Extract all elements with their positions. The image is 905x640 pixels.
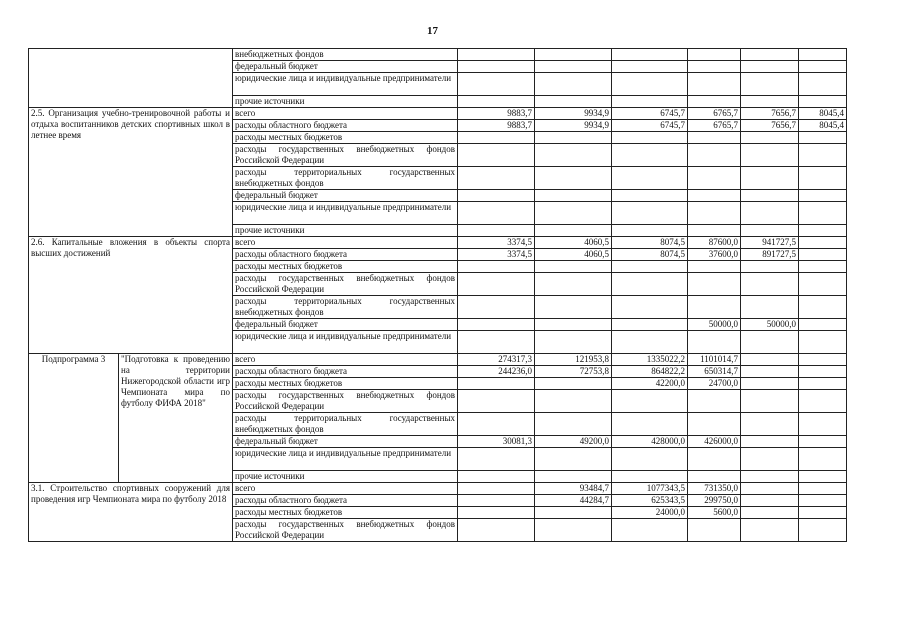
value-cell [458,471,535,483]
value-cell [799,202,847,225]
program-cell-continued [29,49,233,108]
value-cell [741,202,799,225]
value-cell [612,73,688,96]
value-cell [535,378,612,390]
value-cell [741,190,799,202]
funding-source-label: юридические лица и индивидуальные предприниматели [233,448,458,471]
value-cell [799,495,847,507]
value-cell [458,273,535,296]
value-cell: 3374,5 [458,249,535,261]
value-cell: 426000,0 [688,436,741,448]
value-cell [741,225,799,237]
funding-source-label: расходы областного бюджета [233,120,458,132]
value-cell [741,144,799,167]
value-cell: 274317,3 [458,354,535,366]
value-cell: 625343,5 [612,495,688,507]
value-cell: 650314,7 [688,366,741,378]
table-row [29,108,847,120]
value-cell [741,483,799,495]
value-cell [799,390,847,413]
value-cell [458,413,535,436]
value-cell: 8074,5 [612,237,688,249]
funding-source-label: расходы областного бюджета [233,495,458,507]
value-cell [458,167,535,190]
value-cell [799,354,847,366]
funding-source-label: всего [233,237,458,249]
value-cell: 37600,0 [688,249,741,261]
value-cell [741,132,799,144]
value-cell: 87600,0 [688,237,741,249]
value-cell [799,483,847,495]
value-cell [535,448,612,471]
value-cell: 731350,0 [688,483,741,495]
value-cell [688,296,741,319]
value-cell [688,202,741,225]
value-cell [741,448,799,471]
value-cell [688,61,741,73]
value-cell [741,331,799,354]
value-cell [741,96,799,108]
value-cell [458,507,535,519]
value-cell [799,273,847,296]
program-cell-3-1: 3.1. Строительство спортивных сооружений для проведения игр Чемпионата мира по футболу 2018 [29,483,233,542]
funding-source-label: расходы областного бюджета [233,249,458,261]
value-cell [688,132,741,144]
value-cell [799,132,847,144]
value-cell [688,225,741,237]
value-cell [612,144,688,167]
value-cell [799,436,847,448]
value-cell: 9883,7 [458,108,535,120]
value-cell [612,390,688,413]
value-cell: 24000,0 [612,507,688,519]
value-cell [688,190,741,202]
value-cell [612,273,688,296]
value-cell [799,448,847,471]
value-cell [612,49,688,61]
table-row [29,49,847,61]
value-cell: 6745,7 [612,108,688,120]
value-cell [612,96,688,108]
value-cell [458,144,535,167]
value-cell [535,190,612,202]
funding-source-label: расходы местных бюджетов [233,507,458,519]
value-cell [612,132,688,144]
value-cell [799,378,847,390]
funding-source-label: внебюджетных фондов [233,49,458,61]
value-cell: 50000,0 [741,319,799,331]
value-cell: 244236,0 [458,366,535,378]
value-cell [535,144,612,167]
value-cell: 50000,0 [688,319,741,331]
value-cell [535,519,612,542]
value-cell [612,167,688,190]
funding-source-label: всего [233,354,458,366]
value-cell [535,319,612,331]
value-cell: 5600,0 [688,507,741,519]
value-cell [741,296,799,319]
value-cell [458,190,535,202]
value-cell [535,471,612,483]
value-cell [535,202,612,225]
value-cell: 6745,7 [612,120,688,132]
value-cell: 8045,4 [799,108,847,120]
funding-source-label: расходы территориальных государственных внебюджетных фондов [233,413,458,436]
value-cell [741,390,799,413]
value-cell: 941727,5 [741,237,799,249]
value-cell [458,49,535,61]
value-cell: 9934,9 [535,120,612,132]
value-cell [688,49,741,61]
value-cell [688,448,741,471]
value-cell: 7656,7 [741,108,799,120]
value-cell [799,366,847,378]
value-cell [688,519,741,542]
value-cell [741,436,799,448]
value-cell [612,413,688,436]
value-cell: 1077343,5 [612,483,688,495]
value-cell: 864822,2 [612,366,688,378]
value-cell [741,519,799,542]
value-cell [741,273,799,296]
value-cell: 121953,8 [535,354,612,366]
value-cell [741,366,799,378]
value-cell [741,507,799,519]
value-cell [535,507,612,519]
value-cell [458,519,535,542]
value-cell [799,296,847,319]
funding-source-label: прочие источники [233,96,458,108]
value-cell: 6765,7 [688,108,741,120]
value-cell [458,261,535,273]
value-cell [535,61,612,73]
value-cell [741,261,799,273]
value-cell [612,202,688,225]
value-cell [799,225,847,237]
funding-source-label: федеральный бюджет [233,319,458,331]
value-cell [741,49,799,61]
budget-table [28,48,847,542]
value-cell [458,448,535,471]
subprogram-code: Подпрограмма 3 [29,354,119,483]
value-cell [535,413,612,436]
subprogram-name: "Подготовка к проведению на территории Нижегородской области игр Чемпионата мира по футболу ФИФА 2018" [119,354,233,483]
funding-source-label: всего [233,108,458,120]
funding-source-label: расходы местных бюджетов [233,261,458,273]
value-cell: 1335022,2 [612,354,688,366]
value-cell: 72753,8 [535,366,612,378]
value-cell [458,61,535,73]
value-cell [535,261,612,273]
value-cell [458,296,535,319]
value-cell [688,261,741,273]
value-cell [535,132,612,144]
funding-source-label: расходы областного бюджета [233,366,458,378]
funding-source-label: юридические лица и индивидуальные предприниматели [233,202,458,225]
funding-source-label: расходы государственных внебюджетных фондов Российской Федерации [233,273,458,296]
value-cell: 24700,0 [688,378,741,390]
value-cell: 4060,5 [535,237,612,249]
value-cell [688,413,741,436]
value-cell [741,495,799,507]
funding-source-label: федеральный бюджет [233,190,458,202]
funding-source-label: расходы государственных внебюджетных фондов Российской Федерации [233,144,458,167]
value-cell: 3374,5 [458,237,535,249]
value-cell [535,225,612,237]
value-cell [458,390,535,413]
value-cell: 6765,7 [688,120,741,132]
value-cell [688,144,741,167]
funding-source-label: расходы территориальных государственных внебюджетных фондов [233,167,458,190]
funding-source-label: федеральный бюджет [233,436,458,448]
funding-source-label: юридические лица и индивидуальные предприниматели [233,73,458,96]
value-cell [612,190,688,202]
value-cell [458,73,535,96]
value-cell [799,237,847,249]
value-cell: 9934,9 [535,108,612,120]
value-cell [799,507,847,519]
value-cell [741,61,799,73]
value-cell [535,296,612,319]
value-cell [741,354,799,366]
value-cell [741,378,799,390]
value-cell [535,73,612,96]
value-cell [612,261,688,273]
value-cell [458,495,535,507]
funding-source-label: расходы местных бюджетов [233,132,458,144]
value-cell [535,331,612,354]
value-cell [688,471,741,483]
value-cell [799,331,847,354]
value-cell [535,167,612,190]
value-cell [535,49,612,61]
value-cell: 42200,0 [612,378,688,390]
program-cell-2-6: 2.6. Капитальные вложения в объекты спорта высших достижений [29,237,233,354]
value-cell: 8074,5 [612,249,688,261]
value-cell [799,96,847,108]
value-cell [535,273,612,296]
value-cell [612,331,688,354]
value-cell: 9883,7 [458,120,535,132]
program-cell-2-5: 2.5. Организация учебно-тренировочной работы и отдыха воспитанников детских спортивных школ в летнее время [29,108,233,237]
value-cell [799,413,847,436]
value-cell: 299750,0 [688,495,741,507]
value-cell [458,331,535,354]
funding-source-label: расходы местных бюджетов [233,378,458,390]
value-cell [688,273,741,296]
value-cell [741,413,799,436]
value-cell [799,261,847,273]
value-cell [741,73,799,96]
value-cell [799,319,847,331]
value-cell [458,319,535,331]
value-cell [458,378,535,390]
value-cell [535,96,612,108]
value-cell [799,190,847,202]
value-cell [612,471,688,483]
table-row [29,483,847,495]
value-cell: 4060,5 [535,249,612,261]
funding-source-label: прочие источники [233,225,458,237]
value-cell: 891727,5 [741,249,799,261]
funding-source-label: федеральный бюджет [233,61,458,73]
value-cell [458,202,535,225]
value-cell [799,167,847,190]
value-cell: 44284,7 [535,495,612,507]
value-cell [799,249,847,261]
funding-source-label: расходы территориальных государственных внебюджетных фондов [233,296,458,319]
value-cell [799,61,847,73]
funding-source-label: расходы государственных внебюджетных фондов Российской Федерации [233,390,458,413]
value-cell [688,167,741,190]
value-cell [799,73,847,96]
funding-source-label: всего [233,483,458,495]
value-cell: 8045,4 [799,120,847,132]
value-cell [799,471,847,483]
page-number: 17 [427,25,438,37]
value-cell [688,331,741,354]
value-cell [688,73,741,96]
value-cell [799,144,847,167]
value-cell [612,319,688,331]
funding-source-label: расходы государственных внебюджетных фондов Российской Федерации [233,519,458,542]
funding-source-label: юридические лица и индивидуальные предприниматели [233,331,458,354]
value-cell [535,390,612,413]
value-cell: 428000,0 [612,436,688,448]
value-cell [458,483,535,495]
value-cell: 93484,7 [535,483,612,495]
table-row [29,354,847,366]
value-cell [612,61,688,73]
table-row [29,237,847,249]
value-cell [458,132,535,144]
value-cell: 49200,0 [535,436,612,448]
value-cell [612,448,688,471]
value-cell [799,49,847,61]
funding-source-label: прочие источники [233,471,458,483]
value-cell [688,390,741,413]
value-cell [741,167,799,190]
value-cell [612,296,688,319]
value-cell [799,519,847,542]
value-cell: 7656,7 [741,120,799,132]
value-cell [612,225,688,237]
value-cell [741,471,799,483]
value-cell [458,96,535,108]
value-cell: 30081,3 [458,436,535,448]
value-cell [612,519,688,542]
value-cell: 1101014,7 [688,354,741,366]
value-cell [458,225,535,237]
value-cell [688,96,741,108]
